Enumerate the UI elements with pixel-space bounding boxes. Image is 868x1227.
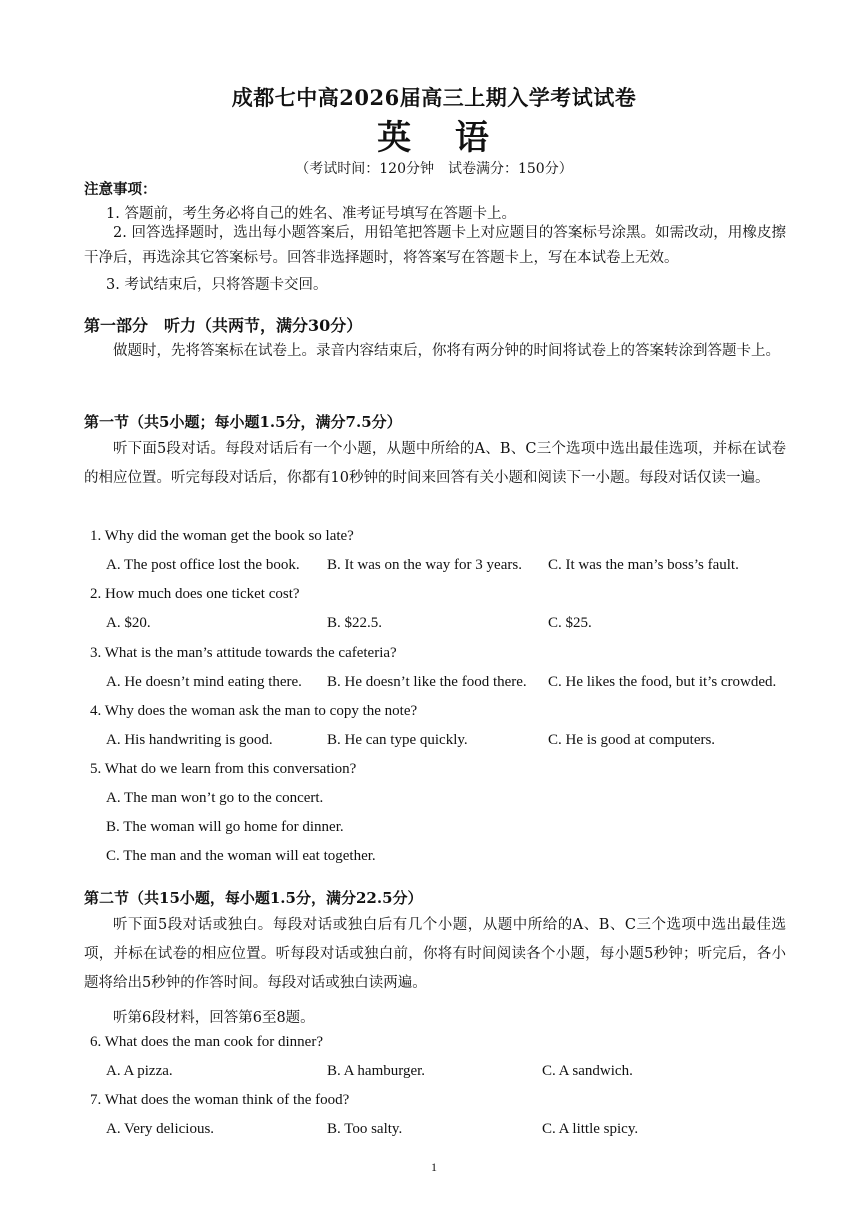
q3-option-c: C. He likes the food, but it’s crowded. [548,674,777,690]
q2-option-b: B. $22.5. [327,615,383,631]
q3-option-a: A. He doesn’t mind eating there. [106,674,302,690]
material-note: 听第6段材料，回答第6至8题。 [113,1010,315,1026]
q5-option-c: C. The man and the woman will eat together. [106,848,376,864]
q4-option-c: C. He is good at computers. [548,732,716,748]
notice-heading: 注意事项： [84,181,157,198]
school-title: 成都七中高2026届高三上期入学考试试卷 [231,85,637,110]
question-6: 6. What does the man cook for dinner? [90,1034,323,1050]
q4-option-a: A. His handwriting is good. [106,732,273,748]
section1-heading: 第一节（共5小题；每小题1.5分，满分7.5分） [84,413,402,431]
question-4: 4. Why does the woman ask the man to copy the note? [90,703,418,719]
notice-item-1: 1. 答题前，考生务必将自己的姓名、准考证号填写在答题卡上。 [106,206,516,222]
exam-info: （考试时间：120分钟 试卷满分：150分） [295,161,573,177]
question-5: 5. What do we learn from this conversation? [90,761,357,777]
q3-option-b: B. He doesn’t like the food there. [327,674,527,690]
page-number: 1 [431,1160,437,1174]
q4-option-b: B. He can type quickly. [327,732,468,748]
q6-option-a: A. A pizza. [106,1063,173,1079]
q1-option-b: B. It was on the way for 3 years. [327,557,522,573]
notice-item-3: 3. 考试结束后，只将答题卡交回。 [106,277,328,293]
subject-title: 英 语 [377,118,491,158]
question-1: 1. Why did the woman get the book so late? [90,528,354,544]
question-3: 3. What is the man’s attitude towards the cafeteria? [90,645,397,661]
part1-heading: 第一部分 听力（共两节，满分30分） [84,316,363,335]
q7-option-a: A. Very delicious. [106,1121,215,1137]
q6-option-b: B. A hamburger. [327,1063,426,1079]
q6-option-c: C. A sandwich. [542,1063,633,1079]
section2-instruction: 听下面5段对话或独白。每段对话或独白后有几个小题，从题中所给的A、B、C三个选项中选出最佳选项，并标在试卷的相应位置。听每段对话或独白前，你将有时间阅读各个小题，每小题5秒钟；听完后，各小题将给出5秒钟的作答时间。每段对话或独白读两遍。 [84,917,786,991]
q2-option-c: C. $25. [548,615,592,631]
q7-option-b: B. Too salty. [327,1121,403,1137]
q5-option-a: A. The man won’t go to the concert. [106,790,324,806]
question-2: 2. How much does one ticket cost? [90,586,300,602]
notice-item-2: 2. 回答选择题时，选出每小题答案后，用铅笔把答题卡上对应题目的答案标号涂黑。如需改动，用橡皮擦干净后，再选涂其它答案标号。回答非选择题时，将答案写在答题卡上，写在本试卷上无效。 [84,225,786,266]
q7-option-c: C. A little spicy. [542,1121,639,1137]
q5-option-b: B. The woman will go home for dinner. [106,819,344,835]
q1-option-c: C. It was the man’s boss’s fault. [548,557,739,573]
part1-instruction: 做题时，先将答案标在试卷上。录音内容结束后，你将有两分钟的时间将试卷上的答案转涂到答题卡上。 [113,343,780,359]
question-7: 7. What does the woman think of the food? [90,1092,350,1108]
q2-option-a: A. $20. [106,615,151,631]
section1-instruction: 听下面5段对话。每段对话后有一个小题，从题中所给的A、B、C三个选项中选出最佳选项，并标在试卷的相应位置。听完每段对话后，你都有10秒钟的时间来回答有关小题和阅读下一小题。每段对话仅读一遍。 [84,441,786,486]
section2-heading: 第二节（共15小题，每小题1.5分，满分22.5分） [84,889,423,907]
q1-option-a: A. The post office lost the book. [106,557,300,573]
